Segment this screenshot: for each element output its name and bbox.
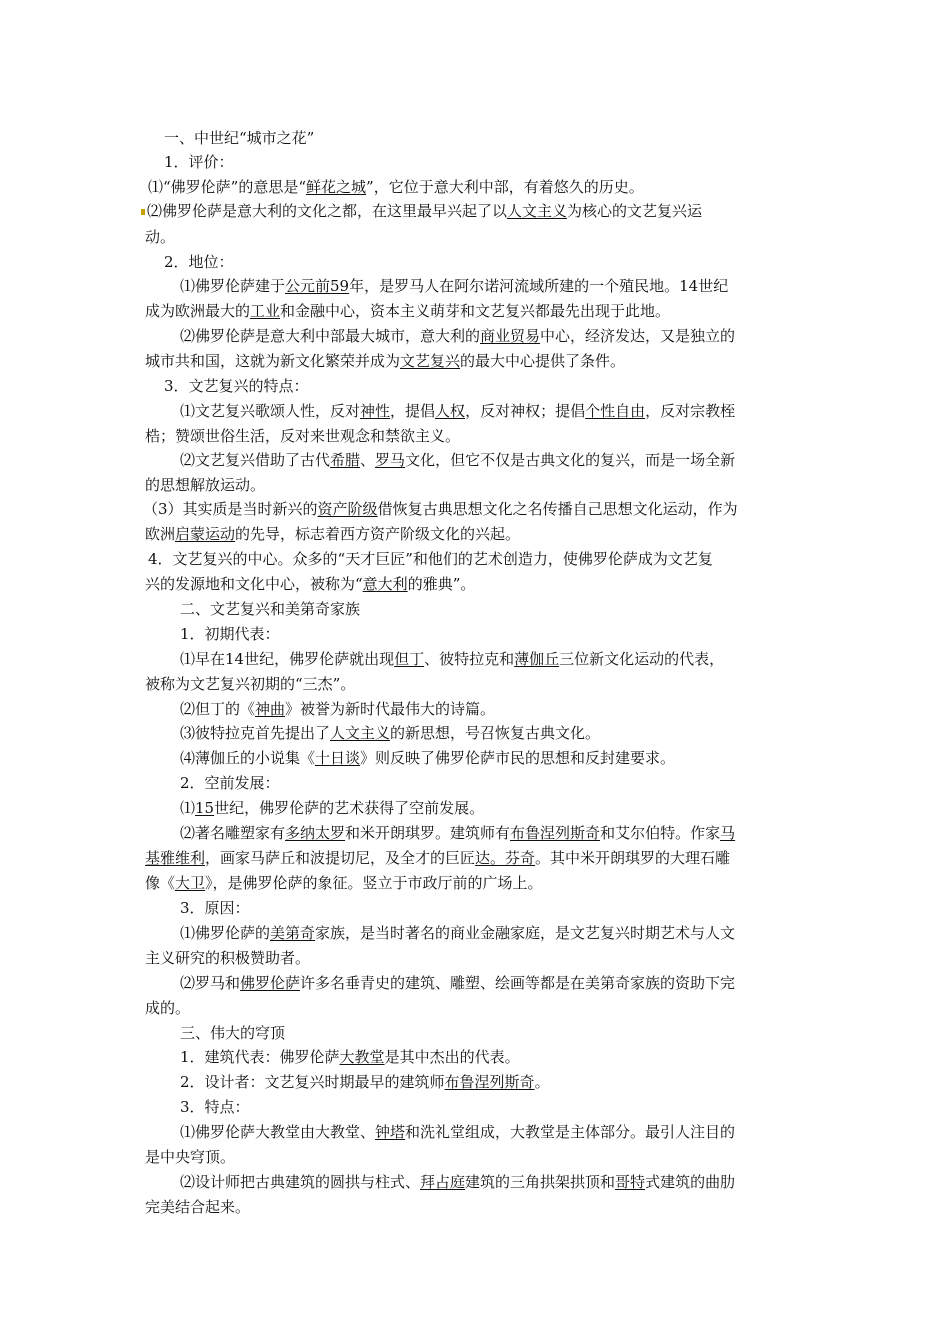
- paragraph-line: ⑵文艺复兴借助了古代希腊、罗马文化，但它不仅是古典文化的复兴，而是一场全新: [180, 451, 736, 469]
- paragraph-line: ⑴文艺复兴歌颂人性，反对神性，提倡人权，反对神权；提倡个性自由，反对宗教桎: [180, 402, 736, 420]
- paragraph-line: ⑵佛罗伦萨是意大利中部最大城市，意大利的商业贸易中心，经济发达，又是独立的: [180, 327, 736, 345]
- subheading: 2．空前发展：: [180, 774, 280, 792]
- paragraph-line: ⑵设计师把古典建筑的圆拱与柱式、拜占庭建筑的三角拱架拱顶和哥特式建筑的曲肋: [180, 1173, 736, 1191]
- paragraph-line: 2．设计者：文艺复兴时期最早的建筑师布鲁涅列斯奇。: [180, 1073, 550, 1091]
- paragraph-line: ⑴佛罗伦萨的美第奇家族，是当时著名的商业金融家庭，是文艺复兴时期艺术与人文: [180, 924, 736, 942]
- paragraph-line: ⑷薄伽丘的小说集《十日谈》则反映了佛罗伦萨市民的思想和反封建要求。: [180, 749, 676, 767]
- paragraph-line: 成的。: [145, 999, 191, 1017]
- paragraph-line: 像《大卫》，是佛罗伦萨的象征。竖立于市政厅前的广场上。: [145, 874, 543, 892]
- paragraph-line: ⑴15世纪，佛罗伦萨的艺术获得了空前发展。: [180, 799, 485, 817]
- paragraph-line: 梏；赞颂世俗生活，反对来世观念和禁欲主义。: [145, 427, 461, 445]
- paragraph-line: 动。: [145, 228, 176, 246]
- marker-dot: [141, 209, 145, 215]
- paragraph-line: 是中央穹顶。: [145, 1148, 236, 1166]
- paragraph-line: ⑴早在14世纪，佛罗伦萨就出现但丁、彼特拉克和薄伽丘三位新文化运动的代表，: [180, 650, 725, 668]
- paragraph-line: ⑴佛罗伦萨建于公元前59年，是罗马人在阿尔诺河流域所建的一个殖民地。14世纪: [180, 277, 729, 295]
- paragraph-line: 被称为文艺复兴初期的“三杰”。: [145, 675, 356, 693]
- paragraph-line: 主义研究的积极赞助者。: [145, 949, 311, 967]
- paragraph-line: 基雅维利，画家马萨丘和波提切尼，及全才的巨匠达。芬奇。其中米开朗琪罗的大理石雕: [145, 849, 731, 867]
- paragraph-line: （3）其实质是当时新兴的资产阶级借恢复古典思想文化之名传播自己思想文化运动，作为: [143, 500, 738, 518]
- paragraph-line: ⑵著名雕塑家有多纳太罗和米开朗琪罗。建筑师有布鲁涅列斯奇和艾尔伯特。作家马: [180, 824, 736, 842]
- section-heading: 三、伟大的穹顶: [180, 1024, 286, 1042]
- subheading: 2．地位：: [164, 253, 234, 271]
- paragraph-line: 城市共和国，这就为新文化繁荣并成为文艺复兴的最大中心提供了条件。: [145, 352, 626, 370]
- paragraph-line: 1．建筑代表：佛罗伦萨大教堂是其中杰出的代表。: [180, 1048, 520, 1066]
- paragraph-line: ⑵罗马和佛罗伦萨许多名垂青史的建筑、雕塑、绘画等都是在美第奇家族的资助下完: [180, 974, 736, 992]
- subheading: 1．评价：: [164, 153, 234, 171]
- paragraph-line: 4．文艺复兴的中心。众多的“天才巨匠”和他们的艺术创造力，使佛罗伦萨成为文艺复: [148, 550, 713, 568]
- subheading: 3．文艺复兴的特点：: [164, 377, 309, 395]
- paragraph-line: ⑵佛罗伦萨是意大利的文化之都，在这里最早兴起了以人文主义为核心的文艺复兴运: [141, 200, 702, 222]
- paragraph-line: ⑶彼特拉克首先提出了人文主义的新思想，号召恢复古典文化。: [180, 724, 601, 742]
- subheading: 3．原因：: [180, 899, 250, 917]
- section-heading: 一、中世纪“城市之花”: [164, 129, 315, 147]
- paragraph-line: ⑴“佛罗伦萨”的意思是“鲜花之城”，它位于意大利中部，有着悠久的历史。: [148, 178, 644, 196]
- paragraph-line: 完美结合起来。: [145, 1198, 251, 1216]
- subheading: 1．初期代表：: [180, 625, 280, 643]
- paragraph-line: 欧洲启蒙运动的先导，标志着西方资产阶级文化的兴起。: [145, 525, 521, 543]
- section-heading: 二、文艺复兴和美第奇家族: [180, 600, 361, 618]
- paragraph-line: 的思想解放运动。: [145, 476, 266, 494]
- paragraph-line: 成为欧洲最大的工业和金融中心，资本主义萌芽和文艺复兴都最先出现于此地。: [145, 302, 671, 320]
- paragraph-line: 兴的发源地和文化中心，被称为“意大利的雅典”。: [145, 575, 476, 593]
- subheading: 3．特点：: [180, 1098, 250, 1116]
- paragraph-line: ⑵但丁的《神曲》被誉为新时代最伟大的诗篇。: [180, 700, 496, 718]
- paragraph-line: ⑴佛罗伦萨大教堂由大教堂、钟塔和洗礼堂组成，大教堂是主体部分。最引人注目的: [180, 1123, 736, 1141]
